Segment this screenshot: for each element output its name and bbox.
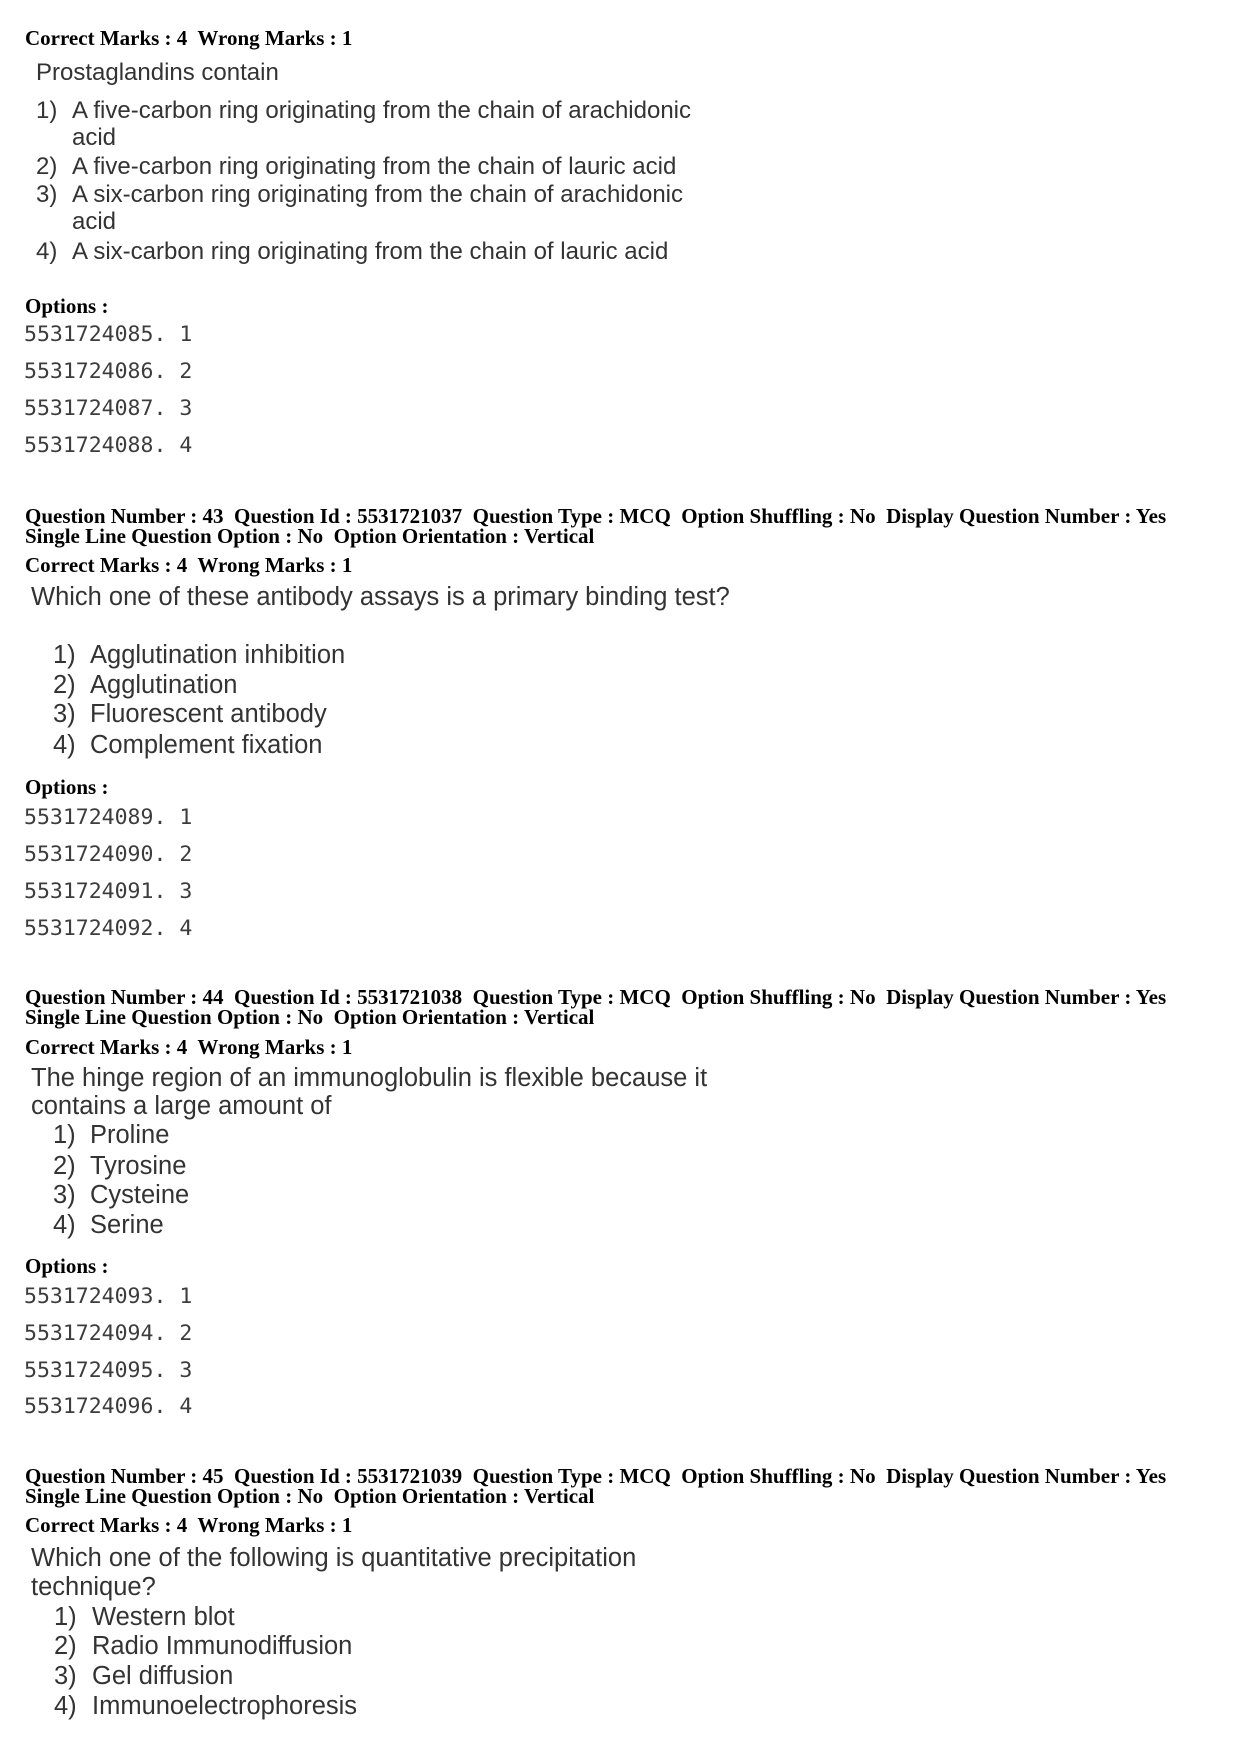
question-header-line: Question Number : 45 Question Id : 5531721039 Question Type : MCQ Option Shuffling : No Display Question Number : Yes xyxy=(25,1464,1167,1488)
choice-number: 4) xyxy=(53,1211,76,1239)
option-id: 5531724087. 3 xyxy=(24,396,193,421)
choice-text: Immunoelectrophoresis xyxy=(92,1692,358,1720)
choice-text-continuation: acid xyxy=(72,124,117,151)
question-header-line: Single Line Question Option : No Option Orientation : Vertical xyxy=(25,1005,595,1029)
choice-text: Radio Immunodiffusion xyxy=(92,1632,353,1660)
marks-line: Correct Marks : 4 Wrong Marks : 1 xyxy=(25,553,353,577)
choice-line xyxy=(53,1151,186,1181)
choice-number: 1) xyxy=(36,97,58,124)
choice-line xyxy=(53,699,327,729)
choice-line xyxy=(53,1120,169,1150)
choice-line xyxy=(36,97,691,125)
choice-line xyxy=(53,670,237,700)
choice-text: Proline xyxy=(90,1121,170,1149)
choice-text: Tyrosine xyxy=(90,1152,187,1180)
choice-text: A five-carbon ring originating from the chain of arachidonic xyxy=(72,97,692,124)
choice-number: 1) xyxy=(53,641,76,669)
option-id: 5531724096. 4 xyxy=(24,1394,193,1419)
choice-line xyxy=(53,1180,189,1210)
choice-number: 1) xyxy=(53,1121,76,1149)
option-id: 5531724091. 3 xyxy=(24,879,193,904)
question-stem-line: Which one of the following is quantitative precipitation xyxy=(31,1544,637,1572)
choice-number: 3) xyxy=(53,1181,76,1209)
option-id: 5531724089. 1 xyxy=(24,805,193,830)
choice-text: A five-carbon ring originating from the chain of lauric acid xyxy=(72,153,677,180)
choice-line xyxy=(54,1661,233,1691)
question-stem-line: technique? xyxy=(31,1573,156,1601)
option-id: 5531724086. 2 xyxy=(24,359,193,384)
question-header-line: Question Number : 44 Question Id : 5531721038 Question Type : MCQ Option Shuffling : No Display Question Number : Yes xyxy=(25,985,1167,1009)
choice-number: 4) xyxy=(36,238,58,265)
option-id: 5531724088. 4 xyxy=(24,433,193,458)
options-label: Options : xyxy=(25,775,109,799)
choice-number: 2) xyxy=(54,1632,77,1660)
choice-text: Complement fixation xyxy=(90,731,323,759)
choice-line xyxy=(36,153,676,181)
choice-number: 4) xyxy=(53,731,76,759)
question-header-line: Single Line Question Option : No Option Orientation : Vertical xyxy=(25,524,595,548)
marks-line: Correct Marks : 4 Wrong Marks : 1 xyxy=(25,1035,353,1059)
choice-text-continuation: acid xyxy=(72,208,117,235)
choice-line xyxy=(53,640,345,670)
options-label: Options : xyxy=(25,1254,109,1278)
marks-line: Correct Marks : 4 Wrong Marks : 1 xyxy=(25,1513,353,1537)
choice-line xyxy=(54,1691,357,1721)
choice-number: 3) xyxy=(54,1662,77,1690)
choice-line xyxy=(54,1602,235,1632)
option-id: 5531724092. 4 xyxy=(24,916,193,941)
choice-line xyxy=(54,1631,352,1661)
option-id: 5531724095. 3 xyxy=(24,1358,193,1383)
choice-line xyxy=(36,238,668,266)
choice-text: A six-carbon ring originating from the chain of arachidonic xyxy=(72,181,683,208)
marks-line: Correct Marks : 4 Wrong Marks : 1 xyxy=(25,26,353,50)
choice-text: Western blot xyxy=(92,1603,235,1631)
choice-number: 3) xyxy=(36,181,58,208)
choice-line xyxy=(53,1210,164,1240)
question-header-line: Question Number : 43 Question Id : 5531721037 Question Type : MCQ Option Shuffling : No Display Question Number : Yes xyxy=(25,504,1167,528)
question-stem-line: Prostaglandins contain xyxy=(36,59,279,86)
choice-text: A six-carbon ring originating from the chain of lauric acid xyxy=(72,238,669,265)
choice-text: Gel diffusion xyxy=(92,1662,234,1690)
question-stem-line: The hinge region of an immunoglobulin is flexible because it xyxy=(31,1064,708,1092)
choice-text: Serine xyxy=(90,1211,164,1239)
options-label: Options : xyxy=(25,294,109,318)
choice-line xyxy=(36,181,683,209)
choice-text: Agglutination inhibition xyxy=(90,641,346,669)
question-stem-line: Which one of these antibody assays is a primary binding test? xyxy=(31,583,730,611)
choice-text: Agglutination xyxy=(90,671,238,699)
choice-line xyxy=(53,730,322,760)
option-id: 5531724085. 1 xyxy=(24,322,193,347)
option-id: 5531724090. 2 xyxy=(24,842,193,867)
question-stem-line: contains a large amount of xyxy=(31,1092,332,1120)
question-header-line: Single Line Question Option : No Option Orientation : Vertical xyxy=(25,1484,595,1508)
choice-number: 1) xyxy=(54,1603,77,1631)
choice-number: 4) xyxy=(54,1692,77,1720)
choice-text: Cysteine xyxy=(90,1181,190,1209)
option-id: 5531724094. 2 xyxy=(24,1321,193,1346)
choice-number: 2) xyxy=(53,671,76,699)
choice-number: 3) xyxy=(53,700,76,728)
choice-text: Fluorescent antibody xyxy=(90,700,327,728)
choice-number: 2) xyxy=(36,153,58,180)
option-id: 5531724093. 1 xyxy=(24,1284,193,1309)
choice-number: 2) xyxy=(53,1152,76,1180)
